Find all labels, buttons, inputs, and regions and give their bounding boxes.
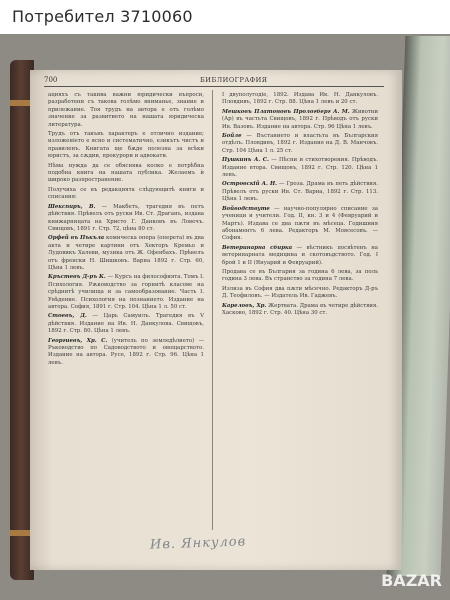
bibliography-entry	[222, 133, 378, 155]
left-column	[48, 92, 204, 532]
entry-author: Пушкинъ А. С.	[222, 157, 269, 164]
entry-text: Излиза въ София два пѫти мѣсечно. Редакторъ Д-ръ Д. Теофиловъ. — Издатель Ив. Гаджевъ.	[222, 285, 378, 300]
entry-author: Мешковъ Платоновъ Прологберг А. М.	[222, 108, 350, 115]
entry-text: — Макбетъ, трагедия въ петъ дѣйствия. Прѣвелъ отъ руски Ив. Ст. Драганъ, издава книжарницата на Христо Г. Данковъ въ Ловечъ. Свищовъ, 1891 г. Стр. 72, цѣна 80 ст.	[48, 203, 204, 232]
entry-author: Кареловъ, Хр.	[222, 302, 267, 309]
entry-author: Орфей въ Пъкъла	[48, 235, 105, 242]
bibliography-entry	[48, 235, 204, 272]
entry-author: Шекспиръ, В.	[48, 203, 96, 210]
bibliography-entry	[222, 286, 378, 301]
entry-text: комическа опера (оперета) въ два акта и четире картини отъ Хекторъ Кремьо и Лудовикъ Халеви, музика отъ Ж. Офенбахъ. Прѣвелъ отъ френски Н. Шишковъ. Варна 1892 г. Стр. 60, Цѣна 1 левъ.	[48, 235, 204, 271]
entry-text: — Въстанието и властьта въ Българския отдѣлъ. Пловдивъ, 1892 г. Издание на Д. В. Манчовъ. Стр. 104 Цѣна 1 л. 25 ст.	[222, 133, 378, 154]
entry-author: Георгиевъ, Хр. С.	[48, 337, 108, 344]
bibliography-entry	[48, 204, 204, 234]
marketplace-watermark: BAZAR	[381, 571, 442, 590]
bibliography-entry	[222, 109, 378, 131]
entry-text: — Гроза. Драма въ петь дѣйствия. Прѣвелъ отъ руски Ив. Ст. Варна, 1892 г. Стр. 113. Цѣна 1 левъ.	[222, 181, 378, 203]
entry-text: — Курсъ на философията. Томъ I. Психология. Рѫководство за горнитѣ класове на срѣднитѣ училища и за самообразование. Часть I. Увѣдение. Психология на познанието. Издание на автора. София, 1891 г. Стр. 104. Цѣна 1 л. 50 ст.	[48, 274, 204, 310]
entry-text: Продава се въ България за година 6 лева, за поль година 3 лева. Въ странство за година 7 лева.	[222, 268, 378, 283]
right-column	[222, 92, 378, 532]
entry-text: — вѣстникъ посвѣтенъ на ветеринарната медицина и скотовъдството. Год. I брой 1 и II (Януарий и Февруарий).	[222, 244, 378, 266]
entry-author: Островскій А. Н.	[222, 181, 278, 188]
bibliography-entry	[48, 274, 204, 311]
entry-author: Ветеринарна сбирка	[222, 244, 293, 251]
entry-author: Стоевъ, Д.	[48, 313, 87, 320]
handwritten-signature: Ив. Янкулов	[149, 534, 247, 553]
entry-text: Жертвата. Драма въ четире дѣйствия. Хасково, 1892 г. Стр. 40. Цѣна 30 ст.	[222, 302, 378, 316]
entry-author: Войводствуте	[222, 205, 270, 212]
header-rule	[44, 86, 384, 87]
bibliography-entry	[222, 245, 378, 267]
bibliography-entry	[222, 206, 378, 243]
entry-text: Животни (Ар) въ частьта Свищовъ, 1892 г. Прѣводъ отъ руски Ив. Вазовъ. Издание на автора. Стр. 96 Цѣна 1 левъ.	[222, 108, 378, 130]
entry-author: Бойле	[222, 133, 242, 140]
running-head: БИБЛИОГРАФИЯ	[200, 76, 268, 84]
bibliography-entry	[48, 338, 204, 368]
entry-text: — научно-популярно списание за ученици и учители. Год. II, кн. 3 и 4 (Февруарий и Мартъ). Издава се два пѫти въ мѣсеца. Годишния абонаментъ 6 лева. Редакторъ М. Мовсесовъ. — София.	[222, 205, 378, 242]
book-page	[30, 70, 402, 570]
bibliography-entry	[222, 303, 378, 318]
entry-text: (учитель по земледѣлието) — Ръководство по Садоводството и овощарството. Издание на автора. Русе, 1892 г. Стр. 96. Цѣна 1 левъ.	[48, 337, 204, 366]
bibliography-entry	[222, 181, 378, 203]
body-paragraph: ацияхъ съ такива важни юридически въпроси, разработени съ такова голѣмо вниманье, знание и прилежание. Тоя трудъ на автора е отъ голѣмо значение за развитието на нашата юридическа литература.	[48, 92, 204, 128]
page-number: 700	[44, 76, 58, 84]
seller-label: Потребител 3710060	[12, 7, 193, 26]
bibliography-entry	[222, 269, 378, 284]
bibliography-entry	[48, 313, 204, 335]
seller-banner	[0, 0, 450, 34]
body-paragraph: Трудъ отъ такъвъ характеръ е отлично издание; изложенiето е ясно и систематично, езикътъ чистъ и правиленъ. Книгата ще бѫде полезна за всѣки юристъ, за сѫдии, прокурори и адвокати.	[48, 131, 204, 160]
column-divider	[212, 90, 213, 530]
body-paragraph: Получиха се въ редакцията слѣдующитѣ книги и списания:	[48, 186, 204, 201]
bibliography-entry	[222, 157, 378, 179]
entry-text: — Царь Самуилъ. Трагедия въ V дѣйствия. Издание на Ив. Н. Данкулова. Свищовъ, 1892 г. Стр. 80. Цѣна 1 левъ.	[48, 313, 204, 335]
entry-text: — Пѣсни и стихотворения. Прѣводъ. Издание втора. Свищовъ, 1892 г. Стр. 120. Цѣна 1 левъ.	[222, 157, 378, 179]
body-paragraph: Нѣма нужда да се обяснява колко е потрѣбна подобна книга на нашата публика. Желаемъ ѝ широко разпространение.	[48, 162, 204, 184]
body-paragraph: I двуполугодіе, 1892. Издава Ив. Н. Данкуловъ. Пловдивъ, 1892 г. Стр. 88. Цѣна 1 левъ и 20 ст.	[222, 92, 378, 106]
entry-author: Кръстевъ Д-ръ К.	[48, 274, 106, 281]
